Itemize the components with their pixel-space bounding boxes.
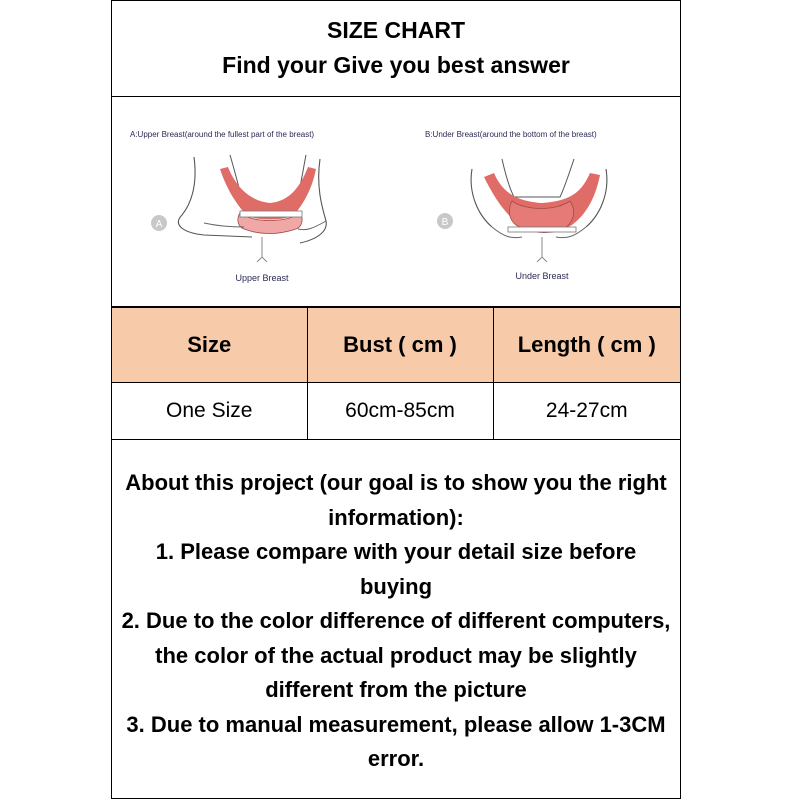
column-header-size: Size bbox=[112, 308, 307, 383]
measurement-diagram bbox=[112, 97, 680, 307]
column-header-length: Length ( cm ) bbox=[493, 308, 680, 383]
under-breast-label: Under Breast bbox=[515, 271, 569, 281]
upper-breast-figure bbox=[178, 155, 326, 262]
size-table bbox=[112, 307, 680, 440]
measurement-illustration bbox=[112, 97, 680, 307]
notes-section bbox=[112, 439, 680, 799]
note-item-1: 1. Please compare with your detail size before buying bbox=[155, 539, 637, 599]
notes-intro: About this project (our goal is to show you the right information): bbox=[125, 470, 667, 530]
upper-breast-caption: A:Upper Breast(around the fullest part of the breast) bbox=[130, 130, 315, 139]
table-header-row bbox=[112, 308, 680, 383]
header bbox=[112, 1, 680, 97]
upper-breast-label: Upper Breast bbox=[235, 273, 289, 283]
column-header-bust: Bust ( cm ) bbox=[307, 308, 493, 383]
note-item-2: 2. Due to the color difference of different computers, the color of the actual product may be slightly different from the picture bbox=[121, 608, 671, 702]
cell-bust: 60cm-85cm bbox=[307, 383, 493, 440]
cell-size: One Size bbox=[112, 383, 307, 440]
table-row bbox=[112, 383, 680, 440]
page-title: SIZE CHART bbox=[327, 17, 465, 43]
under-breast-figure bbox=[471, 159, 607, 262]
badge-a: A bbox=[155, 219, 163, 230]
under-breast-caption: B:Under Breast(around the bottom of the breast) bbox=[425, 130, 597, 139]
badge-b: B bbox=[441, 217, 449, 228]
size-chart-card bbox=[111, 0, 681, 799]
page-subtitle: Find your Give you best answer bbox=[222, 52, 570, 78]
note-item-3: 3. Due to manual measurement, please allow 1-3CM error. bbox=[126, 711, 666, 771]
cell-length: 24-27cm bbox=[493, 383, 680, 440]
